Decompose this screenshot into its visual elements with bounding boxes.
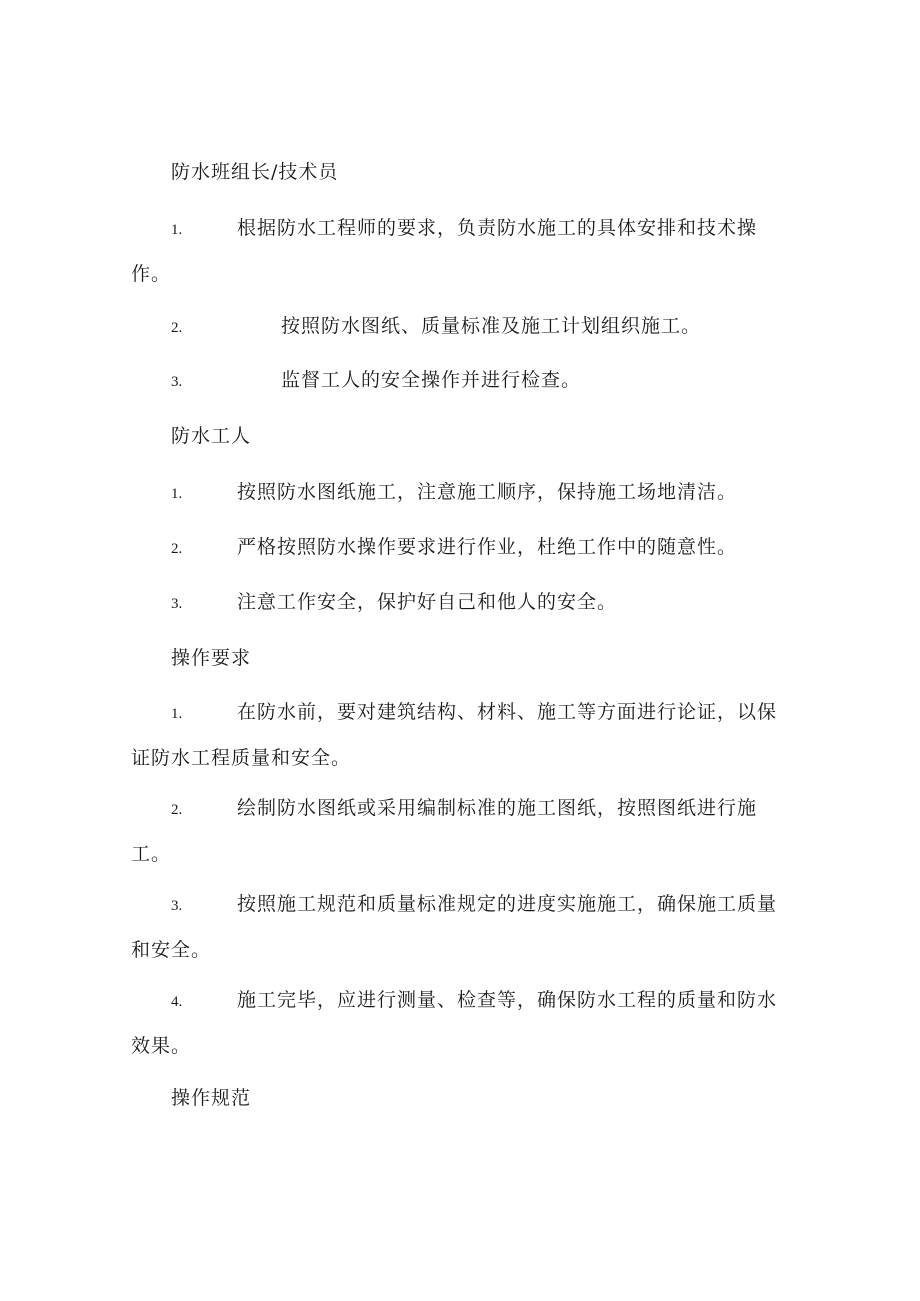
list-item <box>131 700 781 770</box>
item-text: 严格按照防水操作要求进行作业，杜绝工作中的随意性。 <box>237 536 738 558</box>
item-number: 4. <box>171 994 183 1010</box>
list-item <box>131 216 781 286</box>
section-title-workers: 防水工人 <box>171 425 252 447</box>
item-text: 按照防水图纸、质量标准及施工计划组织施工。 <box>281 315 702 337</box>
item-number: 3. <box>171 374 183 390</box>
list-item <box>131 480 781 504</box>
item-text: 绘制防水图纸或采用编制标准的施工图纸，按照图纸进行施 <box>237 797 758 819</box>
item-number: 3. <box>171 898 183 914</box>
item-text-continuation: 和安全。 <box>131 939 212 961</box>
list-item <box>131 796 781 866</box>
item-text: 监督工人的安全操作并进行检查。 <box>281 369 582 391</box>
list-item <box>131 368 781 392</box>
item-number: 1. <box>171 706 183 722</box>
item-number: 2. <box>171 320 183 336</box>
item-text-continuation: 证防水工程质量和安全。 <box>131 747 352 769</box>
item-number: 1. <box>171 486 183 502</box>
item-text: 根据防水工程师的要求，负责防水施工的具体安排和技术操 <box>237 217 758 239</box>
list-item <box>131 988 781 1058</box>
item-text-continuation: 工。 <box>131 843 172 865</box>
item-text: 注意工作安全，保护好自己和他人的安全。 <box>237 591 618 613</box>
item-number: 2. <box>171 802 183 818</box>
list-item <box>131 535 781 559</box>
list-item <box>131 590 781 614</box>
item-text-continuation: 作。 <box>131 263 172 285</box>
item-number: 2. <box>171 541 183 557</box>
item-number: 1. <box>171 222 183 238</box>
item-text: 按照防水图纸施工，注意施工顺序，保持施工场地清洁。 <box>237 481 738 503</box>
item-text-continuation: 效果。 <box>131 1035 192 1057</box>
section-title-operation-standards: 操作规范 <box>171 1087 252 1109</box>
list-item <box>131 314 781 338</box>
section-title-operation-requirements: 操作要求 <box>171 647 252 669</box>
item-text: 按照施工规范和质量标准规定的进度实施施工，确保施工质量 <box>237 893 778 915</box>
section-title-team-leader: 防水班组长/技术员 <box>171 161 339 183</box>
item-number: 3. <box>171 596 183 612</box>
item-text: 施工完毕，应进行测量、检查等，确保防水工程的质量和防水 <box>237 989 778 1011</box>
item-text: 在防水前，要对建筑结构、材料、施工等方面进行论证，以保 <box>237 701 778 723</box>
list-item <box>131 892 781 962</box>
